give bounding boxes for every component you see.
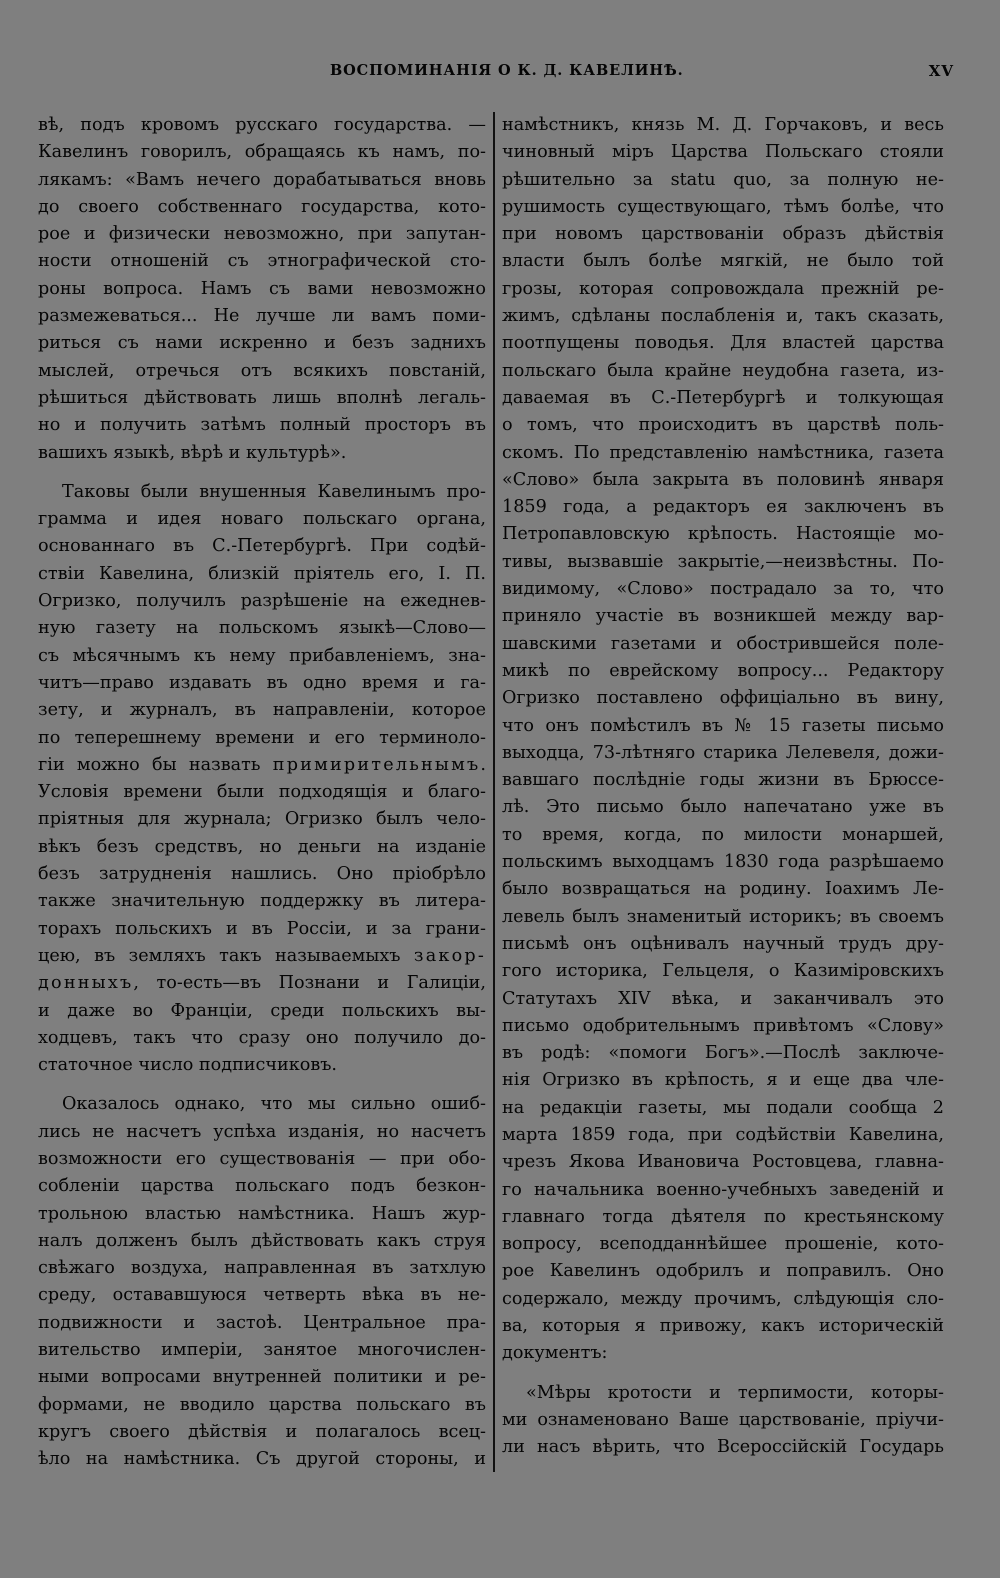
text-line: ва, которыя я привожу, какъ историческій bbox=[502, 1316, 944, 1337]
text-line: «Слово» была закрыта въ половинѣ января bbox=[502, 469, 944, 490]
text-line: статочное число подписчиковъ. bbox=[38, 1055, 338, 1076]
text-line: левель былъ знаменитый историкъ; въ своемъ bbox=[502, 906, 944, 927]
text-line: вѣкъ безъ средствъ, но деньги на изданіе bbox=[38, 836, 486, 857]
text-line: документъ: bbox=[502, 1343, 608, 1364]
text-line: микѣ по еврейскому вопросу... Редактору bbox=[502, 660, 944, 681]
running-header bbox=[0, 62, 1000, 86]
left-column bbox=[38, 112, 486, 1474]
text-line: письмо одобрительнымъ привѣтомъ «Слову» bbox=[502, 1015, 944, 1036]
text-line: читъ—право издавать въ одно время и га- bbox=[38, 672, 486, 693]
text-line: ходцевъ, такъ что сразу оно получило до- bbox=[38, 1027, 486, 1048]
text-line: вительство имперіи, занятое многочислен- bbox=[38, 1340, 486, 1361]
text-line: ными вопросами внутренней политики и ре- bbox=[38, 1367, 486, 1388]
text-line: подвижности и застоѣ. Центральное пра- bbox=[38, 1312, 486, 1333]
text-line: также значительную поддержку въ литера- bbox=[38, 891, 486, 912]
text-line: даваемая въ С.-Петербургѣ и толкующая bbox=[502, 387, 944, 408]
text-line: о томъ, что происходитъ въ царствѣ поль- bbox=[502, 415, 944, 436]
text-line: на редакціи газеты, мы подали сообща 2 bbox=[502, 1097, 944, 1118]
text-line: мыслей, отречься отъ всякихъ повстаній, bbox=[38, 360, 486, 381]
text-line: рѣшительно за statu quo, за полную не- bbox=[502, 169, 944, 190]
text-line: го начальника военно-учебныхъ заведеній и bbox=[502, 1179, 944, 1200]
text-line: польскимъ выходцамъ 1830 года разрѣшаемо bbox=[502, 852, 944, 873]
text-line: что онъ помѣстилъ въ № 15 газеты письмо bbox=[502, 715, 944, 736]
text-line: свѣжаго воздуха, направленная въ затхлую bbox=[38, 1258, 486, 1279]
spaced-emphasis: закор- bbox=[413, 945, 486, 966]
text-line: возможности его существованія — при обо- bbox=[38, 1148, 486, 1169]
text-line: содержало, между прочимъ, слѣдующія сло- bbox=[502, 1288, 944, 1309]
text-line: съ мѣсячнымъ къ нему прибавленіемъ, зна- bbox=[38, 645, 486, 666]
text-line: главнаго тогда дѣятеля по крестьянскому bbox=[502, 1206, 944, 1227]
text-line: вавшаго послѣдніе годы жизни въ Брюссе- bbox=[502, 770, 944, 791]
text-line: письмѣ онъ оцѣнивалъ научный трудъ дру- bbox=[502, 933, 944, 954]
text-line: ности отношеній съ этнографической сто- bbox=[38, 251, 486, 272]
text-line: нія Огризко въ крѣпость, я и еще два чле- bbox=[502, 1070, 944, 1091]
text-line: намѣстникъ, князь М. Д. Горчаковъ, и весь bbox=[502, 115, 944, 135]
text-line: ѣло на намѣстника. Съ другой стороны, и bbox=[38, 1449, 486, 1470]
text-line: ствіи Кавелина, близкій пріятель его, І. П. bbox=[38, 563, 486, 584]
text-line: торахъ польскихъ и въ Россіи, и за грани- bbox=[38, 918, 486, 939]
text-line bbox=[38, 943, 486, 970]
text-line: Статутахъ XIV вѣка, и заканчивалъ это bbox=[502, 988, 944, 1009]
text-line: польскаго была крайне неудобна газета, из- bbox=[502, 360, 944, 381]
text-line: жимъ, сдѣланы послабленія и, такъ сказать, bbox=[502, 306, 944, 327]
text-line: собленіи царства польскаго подъ безкон- bbox=[38, 1176, 486, 1197]
text-line: Оказалось однако, что мы сильно ошиб- bbox=[62, 1094, 486, 1115]
text-line: тивы, вызвавшіе закрытіе,—неизвѣстны. По- bbox=[502, 551, 944, 572]
text-line: выходца, 73-лѣтняго старика Лелевеля, дожи- bbox=[502, 742, 944, 763]
text-line: трольною властью намѣстника. Нашъ жур- bbox=[38, 1203, 486, 1224]
text-line: Условія времени были подходящія и благо- bbox=[38, 782, 486, 803]
text-line: гого историка, Гельцеля, о Казиміровскихъ bbox=[502, 961, 944, 982]
text-line: размежеваться... Не лучше ли вамъ поми- bbox=[38, 306, 486, 327]
text-line: шавскими газетами и обострившейся поле- bbox=[502, 633, 944, 654]
text-line: Огризко поставлено оффиціально въ вину, bbox=[502, 688, 944, 709]
text-line: при новомъ царствованіи образъ дѣйствія bbox=[502, 224, 944, 245]
text-line: Таковы были внушенныя Кавелинымъ про- bbox=[62, 481, 486, 502]
spaced-emphasis: примирительнымъ bbox=[272, 754, 481, 775]
text-line: вашихъ языкѣ, вѣрѣ и культурѣ». bbox=[38, 442, 347, 463]
text-line: чрезъ Якова Ивановича Ростовцева, главна- bbox=[502, 1152, 944, 1173]
page-number: XV bbox=[928, 62, 954, 80]
text-line: лякамъ: «Вамъ нечего дорабатываться вновь bbox=[38, 169, 486, 190]
text-run: , то-есть—въ Познани и Галиціи, bbox=[133, 973, 486, 994]
text-line: рое и физически невозможно, при запутан- bbox=[38, 224, 486, 245]
text-line: ную газету на польскомъ языкѣ—Слово— bbox=[38, 618, 486, 639]
text-line: видимому, «Слово» пострадало за то, что bbox=[502, 579, 944, 600]
text-line: лись не насчетъ успѣха изданія, но насчетъ bbox=[38, 1121, 486, 1142]
text-line: до своего собственнаго государства, кото- bbox=[38, 196, 486, 217]
text-line: среду, остававшуюся четверть вѣка въ не- bbox=[38, 1285, 486, 1306]
text-line: 1859 года, а редакторъ ея заключенъ въ bbox=[502, 497, 944, 518]
text-line: пріятныя для журнала; Огризко былъ чело- bbox=[38, 809, 486, 830]
text-line: было возвращаться на родину. Іоахимъ Ле- bbox=[502, 879, 944, 900]
text-line: по теперешнему времени и его терминоло- bbox=[38, 727, 486, 748]
text-line: Кавелинъ говорилъ, обращаясь къ намъ, по- bbox=[38, 142, 486, 163]
text-line: безъ затрудненія нашлись. Оно пріобрѣло bbox=[38, 864, 486, 885]
text-line: «Мѣры кротости и терпимости, которы- bbox=[526, 1382, 944, 1403]
text-line: чиновный міръ Царства Польскаго стояли bbox=[502, 142, 944, 163]
right-column bbox=[502, 112, 944, 1462]
text-line: вопросу, всеподданнѣйшее прошеніе, кото- bbox=[502, 1234, 944, 1255]
text-line: вѣ, подъ кровомъ русскаго государства. — bbox=[38, 115, 486, 135]
text-line bbox=[38, 752, 486, 779]
text-line: власти былъ болѣе мягкій, не было той bbox=[502, 251, 944, 272]
spaced-emphasis: донныхъ bbox=[38, 973, 134, 994]
text-line: марта 1859 года, при содѣйствіи Кавелина, bbox=[502, 1124, 944, 1145]
text-line: поотпущены поводья. Для властей царства bbox=[502, 333, 944, 354]
text-line: риться съ нами искренно и безъ заднихъ bbox=[38, 333, 486, 354]
text-line: налъ долженъ былъ дѣйствовать какъ струя bbox=[38, 1230, 486, 1251]
text-line: въ родѣ: «помоги Богъ».—Послѣ заключе- bbox=[502, 1043, 944, 1064]
text-line: ли насъ вѣрить, что Всероссійскій Государь bbox=[502, 1437, 944, 1458]
text-run: гіи можно бы назвать bbox=[38, 754, 273, 775]
text-line: то время, когда, по милости монаршей, bbox=[502, 824, 944, 845]
text-line: но и получить затѣмъ полный просторъ въ bbox=[38, 415, 486, 436]
text-line: кругъ своего дѣйствія и полагалось всец- bbox=[38, 1421, 486, 1442]
text-line: скомъ. По представленію намѣстника, газета bbox=[502, 442, 944, 463]
running-title: ВОСПОМИНАНІЯ О К. Д. КАВЕЛИНѢ. bbox=[330, 62, 684, 79]
column-divider bbox=[493, 112, 495, 1472]
text-run: . bbox=[480, 754, 486, 775]
text-run: цею, въ земляхъ такъ называемыхъ bbox=[38, 945, 414, 966]
text-line: грамма и идея новаго польскаго органа, bbox=[38, 509, 486, 530]
text-line: Огризко, получилъ разрѣшеніе на ежеднев- bbox=[38, 591, 486, 612]
text-line: зету, и журналъ, въ направленіи, которое bbox=[38, 700, 486, 721]
text-line: рое Кавелинъ одобрилъ и поправилъ. Оно bbox=[502, 1261, 944, 1282]
text-line: и даже во Франціи, среди польскихъ вы- bbox=[38, 1000, 486, 1021]
text-line: грозы, которая сопровождала прежній ре- bbox=[502, 278, 944, 299]
text-line: роны вопроса. Намъ съ вами невозможно bbox=[38, 278, 486, 299]
text-line: Петропавловскую крѣпость. Настоящіе мо- bbox=[502, 524, 944, 545]
text-line: лѣ. Это письмо было напечатано уже въ bbox=[502, 797, 944, 818]
text-line: формами, не вводило царства польскаго въ bbox=[38, 1394, 486, 1415]
text-line: основаннаго въ С.-Петербургѣ. При содѣй- bbox=[38, 536, 486, 557]
text-line: приняло участіе въ возникшей между вар- bbox=[502, 606, 944, 627]
text-line: ми ознаменовано Ваше царствованіе, пріучи- bbox=[502, 1409, 944, 1430]
text-line bbox=[38, 970, 486, 997]
text-line: рѣшиться дѣйствовать лишь вполнѣ легаль- bbox=[38, 387, 486, 408]
text-line: рушимость существующаго, тѣмъ болѣе, что bbox=[502, 196, 944, 217]
